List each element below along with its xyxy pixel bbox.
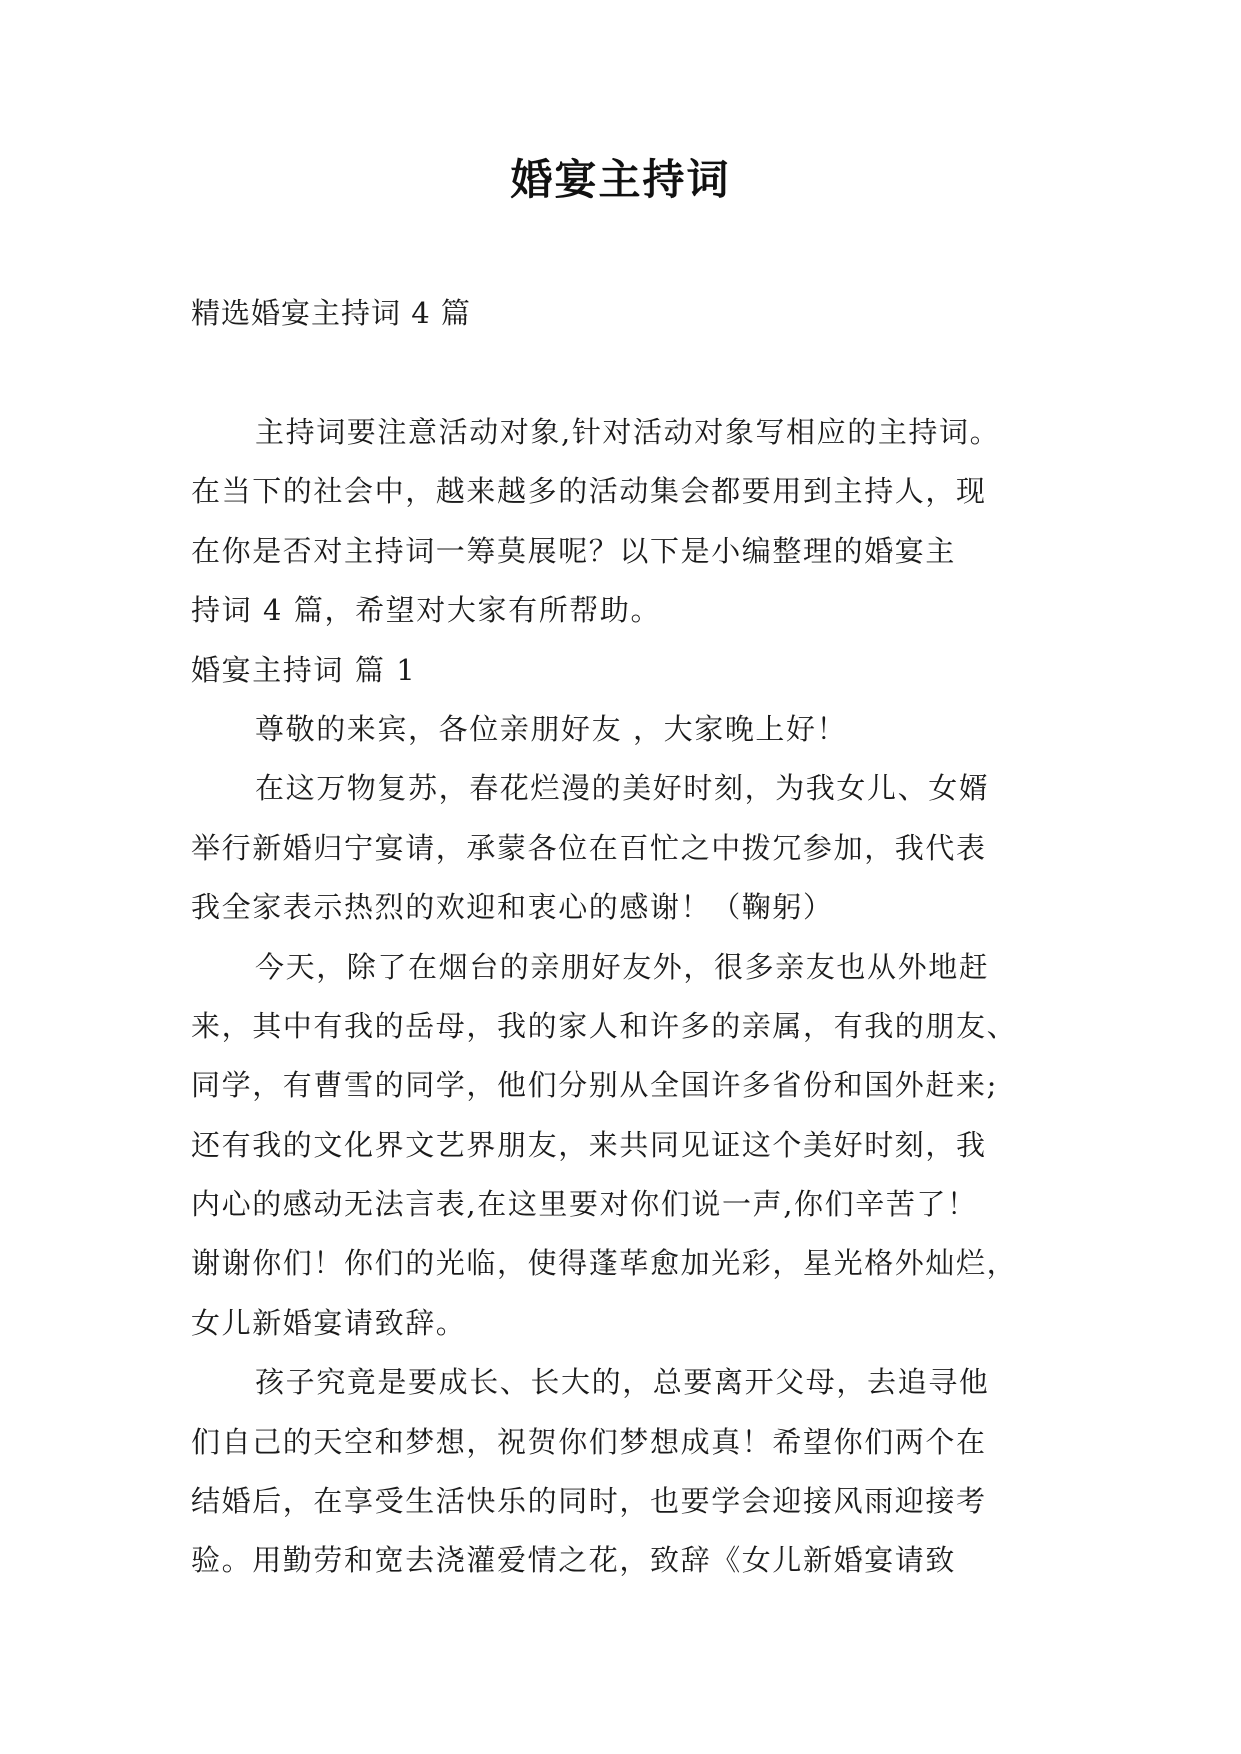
text-line: 结婚后，在享受生活快乐的同时，也要学会迎接风雨迎接考 (191, 1484, 987, 1519)
document-subtitle: 精选婚宴主持词 4 篇 (191, 296, 471, 330)
text-line: 验。用勤劳和宽去浇灌爱情之花，致辞《女儿新婚宴请致 (191, 1543, 957, 1578)
text-line: 举行新婚归宁宴请，承蒙各位在百忙之中拨冗参加，我代表 (191, 830, 987, 865)
text-line: 谢谢你们！你们的光临，使得蓬荜愈加光彩，星光格外灿烂， (191, 1246, 1018, 1281)
text-line: 主持词要注意活动对象,针对活动对象写相应的主持词。 (255, 415, 1001, 449)
text-line: 女儿新婚宴请致辞。 (191, 1305, 467, 1340)
text-line: 在当下的社会中，越来越多的活动集会都要用到主持人，现 (191, 474, 987, 509)
text-line: 来，其中有我的岳母，我的家人和许多的亲属，有我的朋友、 (191, 1008, 1018, 1043)
text-line: 在这万物复苏，春花烂漫的美好时刻，为我女儿、女婿 (255, 771, 990, 806)
page-title: 婚宴主持词 (510, 155, 731, 204)
text-line: 同学，有曹雪的同学，他们分别从全国许多省份和国外赶来; (191, 1068, 998, 1103)
body-text (191, 403, 1051, 1591)
text-line: 持词 4 篇，希望对大家有所帮助。 (191, 593, 662, 628)
text-line: 孩子究竟是要成长、长大的，总要离开父母，去追寻他 (255, 1365, 990, 1400)
text-line: 我全家表示热烈的欢迎和衷心的感谢！（鞠躬） (191, 890, 834, 925)
text-line: 还有我的文化界文艺界朋友，来共同见证这个美好时刻，我 (191, 1127, 987, 1162)
text-line: 内心的感动无法言表,在这里要对你们说一声,你们辛苦了！ (191, 1187, 978, 1222)
text-line: 尊敬的来宾，各位亲朋好友 ，大家晚上好！ (255, 711, 848, 746)
section-heading: 婚宴主持词 篇 1 (191, 652, 417, 687)
text-line: 们自己的天空和梦想，祝贺你们梦想成真！希望你们两个在 (191, 1424, 987, 1459)
text-line: 今天，除了在烟台的亲朋好友外，很多亲友也从外地赶 (255, 949, 990, 984)
text-line: 在你是否对主持词一筹莫展呢？以下是小编整理的婚宴主 (191, 533, 957, 568)
